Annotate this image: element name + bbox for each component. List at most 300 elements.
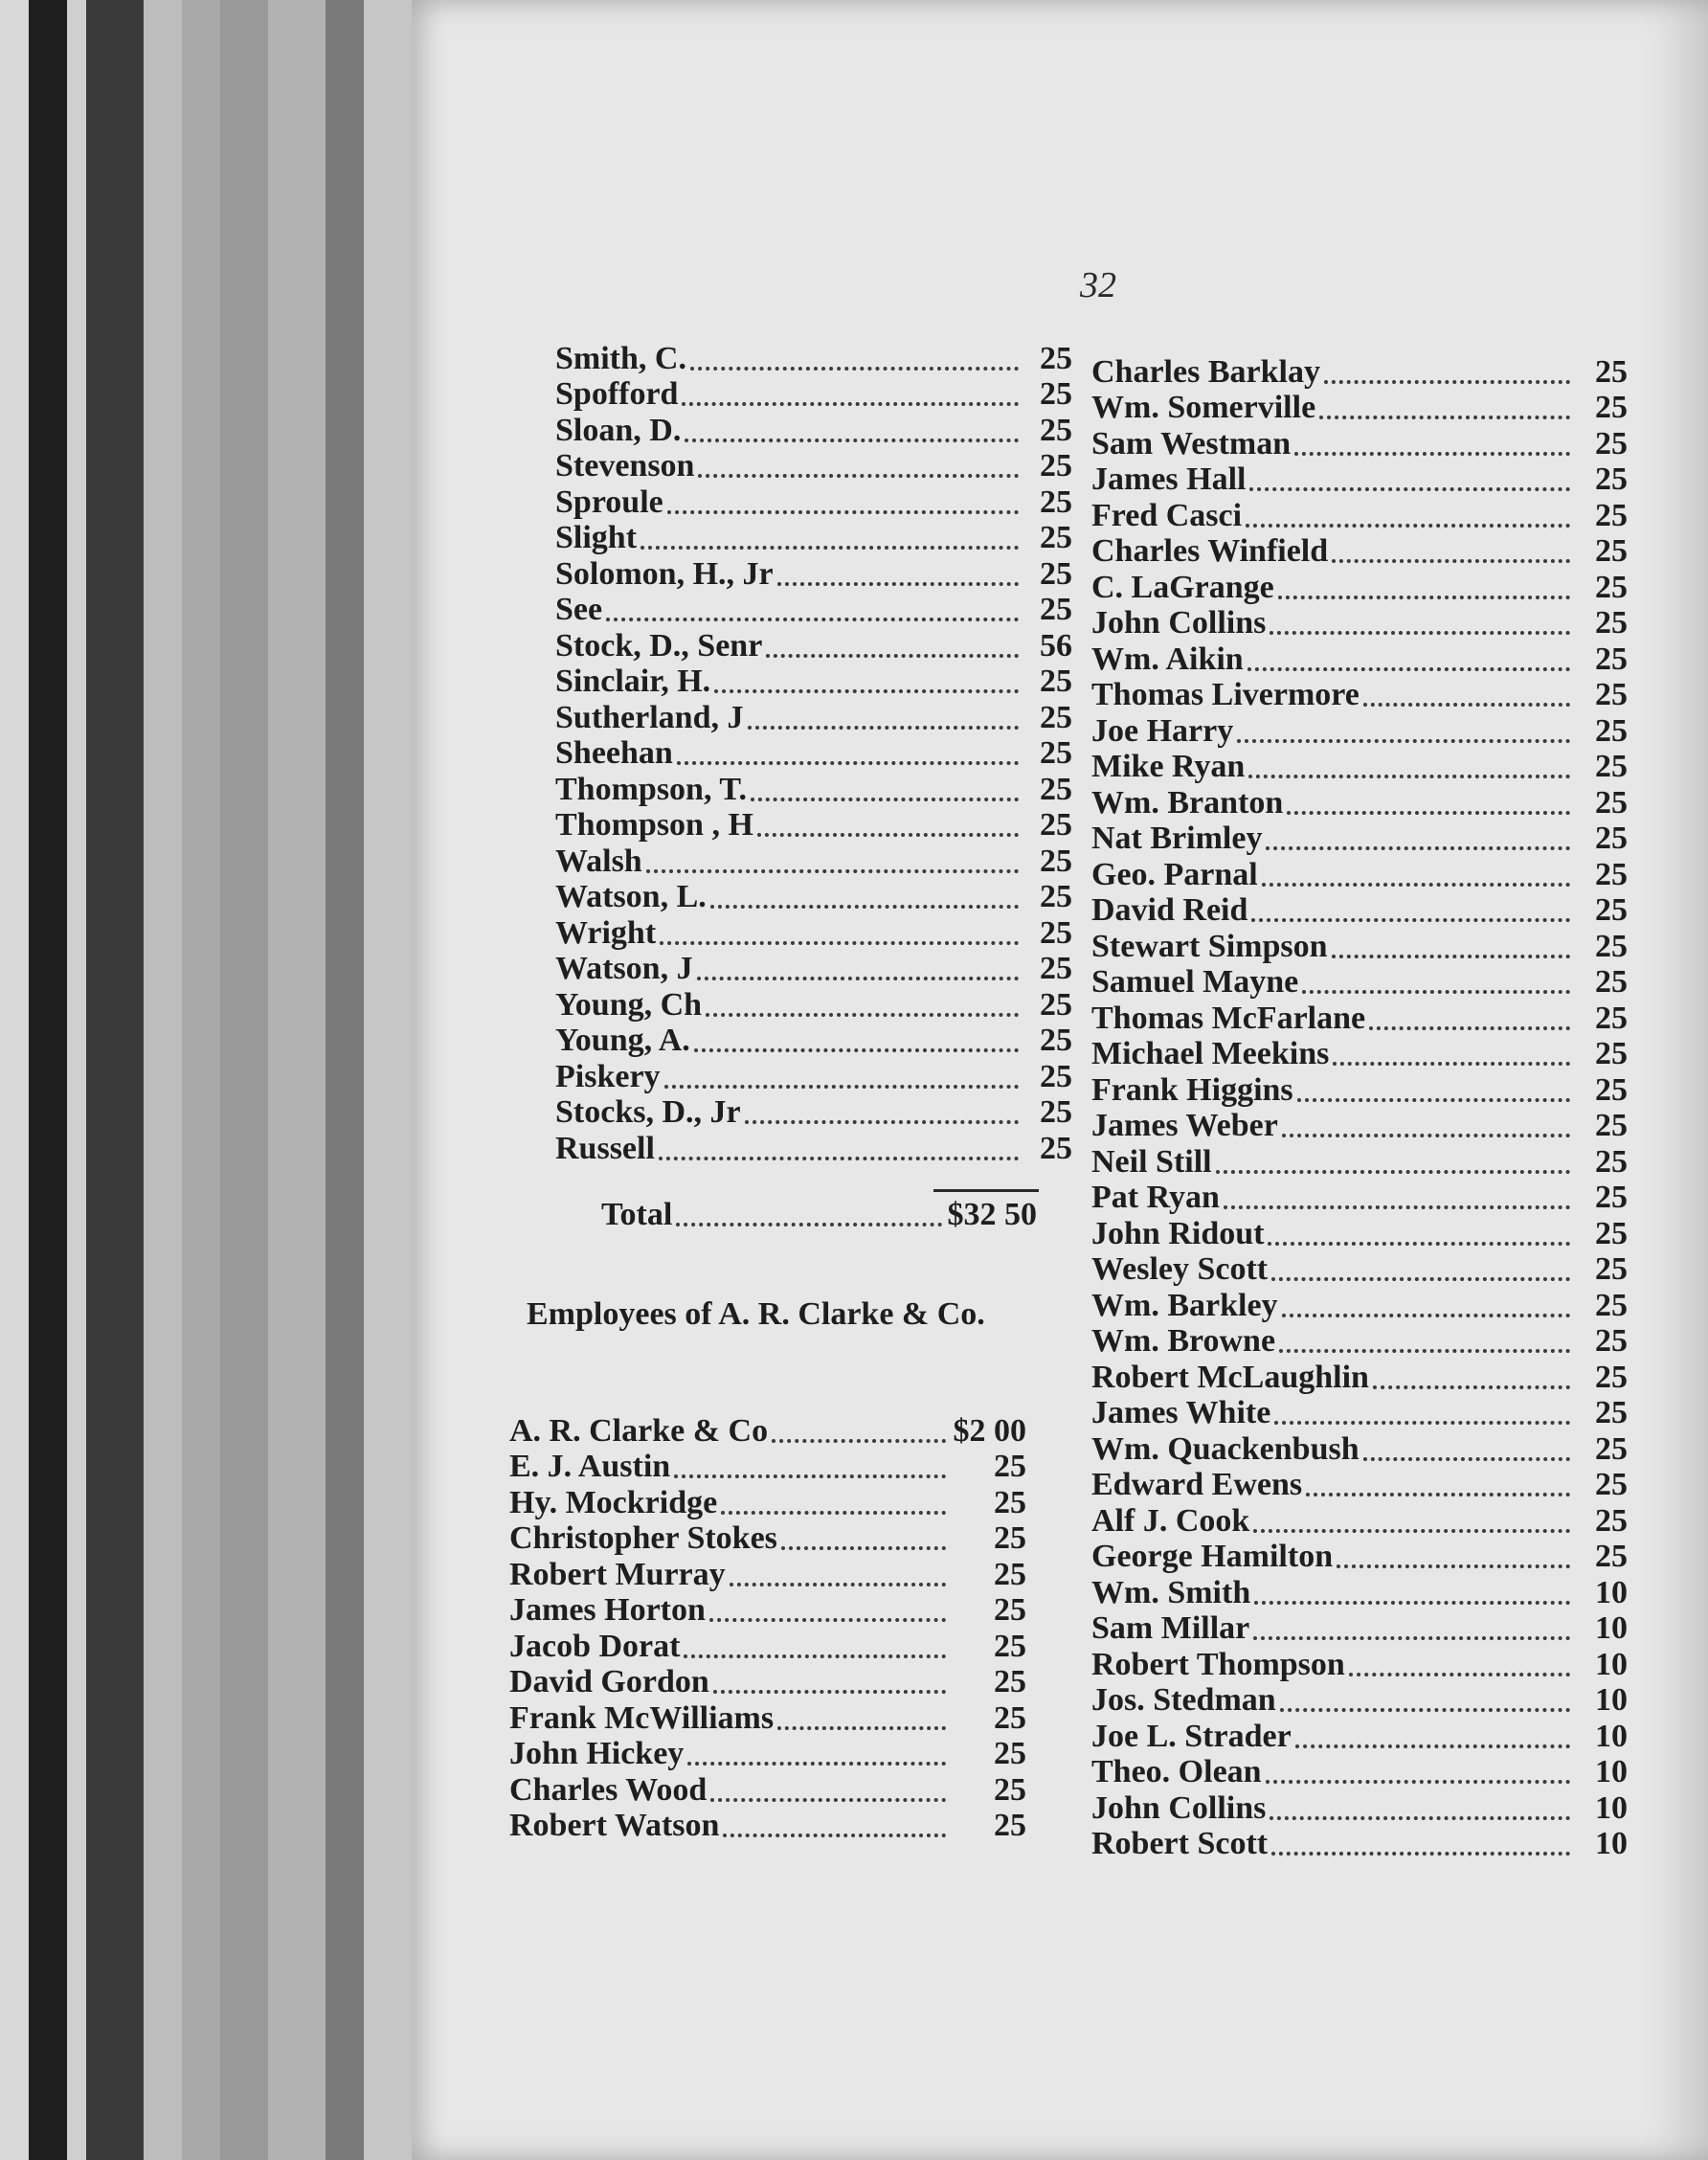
list-row bbox=[555, 915, 1072, 952]
entry-name: Sutherland, J bbox=[555, 699, 744, 735]
leader-dots bbox=[676, 1223, 941, 1226]
leader-dots bbox=[1363, 1457, 1570, 1461]
list-row bbox=[1091, 1790, 1628, 1827]
leader-dots bbox=[714, 689, 1019, 693]
list-row bbox=[555, 772, 1072, 808]
entry-name: Young, Ch bbox=[555, 986, 703, 1023]
employees-heading: Employees of A. R. Clarke & Co. bbox=[527, 1296, 985, 1332]
entry-name: Edward Ewens bbox=[1091, 1467, 1303, 1502]
entry-name: Sheehan bbox=[555, 735, 673, 771]
entry-name: Jos. Stedman bbox=[1091, 1682, 1276, 1718]
entry-amount: 25 bbox=[994, 1771, 1026, 1808]
entry-name: Sproule bbox=[555, 484, 663, 520]
entry-amount: 25 bbox=[1040, 412, 1072, 448]
leader-dots bbox=[710, 905, 1019, 909]
entry-amount: 10 bbox=[1595, 1610, 1628, 1646]
list-row bbox=[509, 1629, 1026, 1665]
entry-amount: 10 bbox=[1595, 1718, 1628, 1754]
list-row bbox=[1091, 893, 1628, 930]
entry-amount: 25 bbox=[1595, 821, 1628, 856]
leader-dots bbox=[660, 941, 1019, 945]
entry-amount: 10 bbox=[1595, 1826, 1628, 1861]
entry-name: Russell bbox=[555, 1130, 655, 1166]
entry-name: Joe L. Strader bbox=[1091, 1718, 1292, 1754]
entry-name: Robert McLaughlin bbox=[1091, 1359, 1369, 1395]
page-edge bbox=[326, 0, 364, 2160]
entry-amount: 25 bbox=[1595, 353, 1628, 390]
page-edge bbox=[86, 0, 144, 2160]
leader-dots bbox=[690, 367, 1019, 371]
entry-amount: 25 bbox=[1595, 533, 1628, 569]
entry-name: Wm. Browne bbox=[1091, 1323, 1276, 1359]
leader-dots bbox=[1280, 1708, 1570, 1712]
leader-dots bbox=[781, 1546, 946, 1550]
entry-amount: 25 bbox=[1595, 1502, 1628, 1539]
entry-amount: 25 bbox=[1595, 928, 1628, 964]
leader-dots bbox=[1295, 1744, 1570, 1748]
list-row bbox=[1091, 785, 1628, 821]
leader-dots bbox=[1282, 1314, 1570, 1317]
entry-amount: 25 bbox=[1040, 592, 1072, 627]
leader-dots bbox=[1332, 955, 1570, 958]
leader-dots bbox=[1324, 380, 1570, 384]
entry-name: Stewart Simpson bbox=[1091, 928, 1328, 964]
entry-name: Wm. Branton bbox=[1091, 784, 1284, 821]
employees-list bbox=[509, 1413, 1026, 1844]
entry-amount: 25 bbox=[1595, 497, 1628, 533]
leader-dots bbox=[709, 1618, 946, 1622]
list-row bbox=[555, 1095, 1072, 1132]
leader-dots bbox=[772, 1439, 946, 1443]
entry-amount: 25 bbox=[1040, 951, 1072, 986]
list-row bbox=[1091, 1503, 1628, 1540]
total-label: Total bbox=[601, 1197, 673, 1232]
entry-amount: 25 bbox=[1595, 964, 1628, 1000]
list-row bbox=[509, 1772, 1026, 1809]
entry-amount: 25 bbox=[1040, 376, 1072, 412]
entry-name: John Hickey bbox=[509, 1736, 685, 1771]
entry-amount: 25 bbox=[1595, 1180, 1628, 1215]
page-edge bbox=[220, 0, 268, 2160]
entry-amount: 25 bbox=[1595, 1287, 1628, 1323]
left-list bbox=[555, 341, 1072, 1167]
entry-amount: 10 bbox=[1595, 1754, 1628, 1789]
entry-amount: 25 bbox=[1595, 784, 1628, 821]
leader-dots bbox=[1363, 703, 1570, 707]
entry-amount: 25 bbox=[1595, 1036, 1628, 1071]
leader-dots bbox=[766, 654, 1019, 658]
leader-dots bbox=[1268, 1242, 1570, 1246]
entry-amount: 25 bbox=[994, 1592, 1026, 1628]
list-row bbox=[1091, 1468, 1628, 1504]
list-row bbox=[555, 628, 1072, 664]
list-row bbox=[555, 377, 1072, 414]
list-row bbox=[555, 593, 1072, 629]
entry-name: Michael Meekins bbox=[1091, 1036, 1330, 1071]
list-row bbox=[1091, 1109, 1628, 1145]
list-row bbox=[555, 987, 1072, 1024]
entry-amount: 25 bbox=[994, 1808, 1026, 1843]
list-row bbox=[509, 1809, 1026, 1845]
list-row bbox=[1091, 1360, 1628, 1396]
leader-dots bbox=[640, 546, 1019, 550]
entry-amount: 25 bbox=[1595, 892, 1628, 928]
entry-name: Robert Watson bbox=[509, 1808, 720, 1843]
leader-dots bbox=[1270, 1816, 1570, 1820]
entry-amount: 25 bbox=[1595, 1359, 1628, 1395]
leader-dots bbox=[1251, 918, 1570, 922]
page-edge bbox=[0, 0, 29, 2160]
list-row bbox=[1091, 1144, 1628, 1181]
entry-name: C. LaGrange bbox=[1091, 569, 1274, 605]
list-row bbox=[1091, 1431, 1628, 1468]
entry-amount: 25 bbox=[1595, 1323, 1628, 1359]
list-row bbox=[509, 1413, 1026, 1450]
entry-name: Sam Millar bbox=[1091, 1610, 1250, 1646]
list-row bbox=[509, 1557, 1026, 1593]
list-row bbox=[1091, 1719, 1628, 1755]
entry-amount: 25 bbox=[1595, 1108, 1628, 1143]
leader-dots bbox=[1294, 452, 1570, 456]
list-row bbox=[555, 952, 1072, 988]
entry-name: Wesley Scott bbox=[1091, 1251, 1269, 1287]
leader-dots bbox=[698, 474, 1019, 478]
entry-amount: 25 bbox=[1595, 1467, 1628, 1502]
entry-amount: 25 bbox=[1040, 1094, 1072, 1130]
entry-amount: 25 bbox=[994, 1556, 1026, 1592]
list-row bbox=[1091, 498, 1628, 534]
entry-name: Christopher Stokes bbox=[509, 1520, 777, 1556]
list-row bbox=[1091, 1396, 1628, 1432]
entry-amount: $2 00 bbox=[953, 1412, 1026, 1449]
leader-dots bbox=[659, 1157, 1019, 1160]
list-row bbox=[555, 844, 1072, 880]
page-edge bbox=[268, 0, 326, 2160]
leader-dots bbox=[1266, 846, 1570, 850]
entry-name: Fred Casci bbox=[1091, 497, 1243, 533]
entry-amount: 25 bbox=[994, 1699, 1026, 1736]
leader-dots bbox=[664, 1085, 1019, 1089]
list-row bbox=[1091, 750, 1628, 786]
leader-dots bbox=[694, 1048, 1019, 1052]
entry-amount: 25 bbox=[1595, 569, 1628, 605]
entry-name: Joe Harry bbox=[1091, 712, 1234, 749]
leader-dots bbox=[1369, 1026, 1570, 1030]
leader-dots bbox=[682, 402, 1019, 406]
leader-dots bbox=[1332, 559, 1570, 563]
leader-dots bbox=[674, 1474, 946, 1478]
entry-amount: 25 bbox=[1040, 1130, 1072, 1166]
list-row bbox=[555, 449, 1072, 485]
entry-name: James Weber bbox=[1091, 1108, 1278, 1143]
entry-amount: 25 bbox=[1595, 1430, 1628, 1467]
entry-amount: 25 bbox=[1595, 856, 1628, 892]
entry-amount: 25 bbox=[1040, 484, 1072, 520]
entry-amount: 25 bbox=[1040, 520, 1072, 555]
entry-amount: 25 bbox=[994, 1449, 1026, 1484]
entry-name: Thompson , H bbox=[555, 807, 753, 843]
entry-name: Nat Brimley bbox=[1091, 821, 1263, 856]
leader-dots bbox=[1249, 487, 1570, 491]
entry-name: Walsh bbox=[555, 843, 642, 879]
leader-dots bbox=[1337, 1564, 1570, 1568]
leader-dots bbox=[697, 977, 1019, 980]
list-row bbox=[1091, 1216, 1628, 1252]
leader-dots bbox=[730, 1583, 946, 1586]
entry-amount: 25 bbox=[1595, 1071, 1628, 1108]
entry-amount: 25 bbox=[1040, 448, 1072, 484]
list-row bbox=[1091, 713, 1628, 750]
leader-dots bbox=[606, 618, 1019, 621]
entry-amount: 25 bbox=[1040, 914, 1072, 951]
leader-dots bbox=[1373, 1385, 1570, 1389]
leader-dots bbox=[1266, 1780, 1570, 1784]
entry-name: Jacob Dorat bbox=[509, 1628, 681, 1664]
right-list bbox=[1091, 354, 1628, 1862]
entry-name: Slight bbox=[555, 520, 638, 555]
list-row bbox=[1091, 1252, 1628, 1289]
leader-dots bbox=[1287, 811, 1570, 815]
leader-dots bbox=[1349, 1673, 1570, 1676]
entry-amount: 25 bbox=[1040, 879, 1072, 914]
entry-name: Sinclair, H. bbox=[555, 664, 711, 699]
entry-amount: 25 bbox=[1040, 843, 1072, 879]
entry-name: Frank McWilliams bbox=[509, 1699, 775, 1736]
page-number: 32 bbox=[1080, 265, 1116, 305]
entry-amount: 25 bbox=[1595, 749, 1628, 784]
entry-amount: 25 bbox=[994, 1520, 1026, 1556]
list-row bbox=[1091, 1611, 1628, 1648]
entry-amount: 25 bbox=[1040, 735, 1072, 771]
entry-amount: 25 bbox=[1595, 605, 1628, 641]
entry-amount: 25 bbox=[1595, 1251, 1628, 1287]
entry-name: A. R. Clarke & Co bbox=[509, 1412, 769, 1449]
entry-name: John Ridout bbox=[1091, 1215, 1265, 1251]
list-row bbox=[1091, 534, 1628, 571]
entry-name: Neil Still bbox=[1091, 1143, 1212, 1180]
list-row bbox=[555, 700, 1072, 736]
entry-name: Wm. Barkley bbox=[1091, 1287, 1278, 1323]
page-edge bbox=[29, 0, 67, 2160]
entry-name: Alf J. Cook bbox=[1091, 1502, 1250, 1539]
entry-name: Young, A. bbox=[555, 1023, 690, 1058]
list-row bbox=[1091, 1072, 1628, 1109]
list-row bbox=[1091, 1037, 1628, 1073]
leader-dots bbox=[1248, 775, 1570, 778]
list-row bbox=[1091, 1288, 1628, 1324]
list-row bbox=[1091, 1683, 1628, 1720]
list-row bbox=[1091, 1181, 1628, 1217]
entry-name: Thomas Livermore bbox=[1091, 677, 1360, 712]
entry-name: Wm. Smith bbox=[1091, 1574, 1251, 1610]
leader-dots bbox=[1333, 1062, 1570, 1066]
list-row bbox=[1091, 821, 1628, 858]
leader-dots bbox=[685, 439, 1019, 442]
list-row bbox=[1091, 462, 1628, 499]
leader-dots bbox=[1246, 524, 1570, 528]
list-row bbox=[509, 1737, 1026, 1773]
list-row bbox=[555, 736, 1072, 773]
entry-name: John Collins bbox=[1091, 605, 1267, 641]
entry-amount: 25 bbox=[994, 1736, 1026, 1771]
leader-dots bbox=[723, 1834, 946, 1837]
list-row bbox=[1091, 354, 1628, 391]
leader-dots bbox=[1254, 1601, 1570, 1605]
list-row bbox=[555, 341, 1072, 377]
page-edge bbox=[67, 0, 86, 2160]
entry-name: Stevenson bbox=[555, 448, 695, 484]
entry-name: Sam Westman bbox=[1091, 425, 1292, 461]
list-row bbox=[1091, 678, 1628, 714]
leader-dots bbox=[1271, 1852, 1570, 1856]
entry-amount: 25 bbox=[1040, 555, 1072, 592]
entry-amount: 25 bbox=[1595, 461, 1628, 497]
leader-dots bbox=[1253, 1636, 1570, 1640]
list-row bbox=[509, 1485, 1026, 1521]
list-row bbox=[1091, 929, 1628, 965]
leader-dots bbox=[751, 798, 1019, 801]
list-row bbox=[509, 1450, 1026, 1486]
leader-dots bbox=[684, 1654, 946, 1658]
entry-amount: 10 bbox=[1595, 1682, 1628, 1718]
entry-amount: 25 bbox=[1595, 712, 1628, 749]
leader-dots bbox=[710, 1798, 946, 1802]
entry-amount: 25 bbox=[1595, 1539, 1628, 1574]
list-row bbox=[509, 1700, 1026, 1737]
leader-dots bbox=[713, 1690, 946, 1694]
entry-name: Stocks, D., Jr bbox=[555, 1094, 741, 1130]
entry-name: Solomon, H., Jr bbox=[555, 555, 774, 592]
entry-amount: 25 bbox=[1595, 1215, 1628, 1251]
leader-dots bbox=[1274, 1421, 1570, 1425]
entry-amount: 25 bbox=[1040, 664, 1072, 699]
list-row bbox=[555, 664, 1072, 701]
page-edge bbox=[144, 0, 182, 2160]
list-row bbox=[1091, 1827, 1628, 1863]
list-row bbox=[1091, 1755, 1628, 1791]
entry-name: John Collins bbox=[1091, 1789, 1267, 1826]
list-row bbox=[555, 880, 1072, 916]
leader-dots bbox=[757, 833, 1019, 837]
leader-dots bbox=[1237, 739, 1570, 743]
entry-amount: 10 bbox=[1595, 1789, 1628, 1826]
leader-dots bbox=[1297, 1098, 1570, 1102]
entry-name: Charles Barklay bbox=[1091, 353, 1320, 390]
page-edge bbox=[364, 0, 412, 2160]
leader-dots bbox=[1224, 1205, 1570, 1209]
entry-name: Robert Thompson bbox=[1091, 1646, 1345, 1682]
leader-dots bbox=[706, 1013, 1019, 1017]
list-row bbox=[555, 556, 1072, 593]
list-row bbox=[555, 484, 1072, 521]
entry-name: Charles Wood bbox=[509, 1771, 708, 1808]
entry-name: James Horton bbox=[509, 1592, 706, 1628]
entry-amount: 25 bbox=[1040, 986, 1072, 1023]
entry-amount: 25 bbox=[1040, 771, 1072, 807]
list-row bbox=[1091, 1647, 1628, 1683]
entry-name: Charles Winfield bbox=[1091, 533, 1329, 569]
leader-dots bbox=[745, 1120, 1019, 1124]
entry-amount: 25 bbox=[1040, 807, 1072, 843]
entry-name: Thompson, T. bbox=[555, 771, 747, 807]
entry-name: Wm. Aikin bbox=[1091, 641, 1244, 677]
leader-dots bbox=[1319, 416, 1570, 419]
entry-name: Geo. Parnal bbox=[1091, 856, 1258, 892]
list-row bbox=[509, 1521, 1026, 1558]
entry-name: Spofford bbox=[555, 376, 679, 412]
leader-dots bbox=[1302, 990, 1570, 994]
entry-amount: 10 bbox=[1595, 1574, 1628, 1610]
list-row bbox=[1091, 1540, 1628, 1576]
leader-dots bbox=[687, 1762, 946, 1766]
total-amount: $32 50 bbox=[947, 1197, 1037, 1232]
entry-name: George Hamilton bbox=[1091, 1539, 1334, 1574]
leader-dots bbox=[777, 582, 1019, 586]
entry-amount: 25 bbox=[1595, 1395, 1628, 1430]
page-edge bbox=[182, 0, 220, 2160]
leader-dots bbox=[1279, 1349, 1570, 1353]
list-row bbox=[509, 1665, 1026, 1701]
entry-name: Hy. Mockridge bbox=[509, 1484, 718, 1520]
entry-amount: 25 bbox=[1595, 1143, 1628, 1180]
entry-name: Wm. Quackenbush bbox=[1091, 1430, 1360, 1467]
entry-amount: 25 bbox=[1040, 340, 1072, 376]
list-row bbox=[555, 808, 1072, 844]
entry-name: Robert Scott bbox=[1091, 1826, 1269, 1861]
list-row bbox=[555, 1059, 1072, 1095]
entry-name: Pat Ryan bbox=[1091, 1180, 1220, 1215]
list-row bbox=[1091, 1001, 1628, 1037]
list-row bbox=[1091, 570, 1628, 606]
list-row bbox=[1091, 965, 1628, 1001]
leader-dots bbox=[748, 726, 1020, 730]
entry-name: Wm. Somerville bbox=[1091, 390, 1316, 425]
leader-dots bbox=[1306, 1493, 1570, 1496]
entry-amount: 25 bbox=[1595, 677, 1628, 712]
leader-dots bbox=[1247, 667, 1570, 671]
entry-name: David Reid bbox=[1091, 892, 1248, 928]
entry-amount: 25 bbox=[1595, 641, 1628, 677]
entry-name: Watson, J bbox=[555, 951, 693, 986]
list-row bbox=[1091, 857, 1628, 893]
entry-name: Piskery bbox=[555, 1058, 661, 1094]
entry-name: James White bbox=[1091, 1395, 1271, 1430]
leader-dots bbox=[677, 761, 1019, 765]
list-row bbox=[1091, 1324, 1628, 1361]
entry-amount: 25 bbox=[994, 1628, 1026, 1664]
entry-name: E. J. Austin bbox=[509, 1449, 671, 1484]
entry-amount: 10 bbox=[1595, 1646, 1628, 1682]
entry-amount: 25 bbox=[1595, 390, 1628, 425]
entry-name: James Hall bbox=[1091, 461, 1247, 497]
leader-dots bbox=[1282, 1134, 1570, 1137]
entry-name: Wright bbox=[555, 914, 657, 951]
entry-name: Watson, L. bbox=[555, 879, 707, 914]
entry-amount: 25 bbox=[1040, 699, 1072, 735]
entry-name: Sloan, D. bbox=[555, 412, 682, 448]
list-row bbox=[509, 1593, 1026, 1630]
entry-name: Thomas McFarlane bbox=[1091, 1000, 1366, 1036]
leader-dots bbox=[646, 869, 1019, 873]
total-rule bbox=[933, 1189, 1039, 1192]
entry-name: Stock, D., Senr bbox=[555, 627, 763, 664]
entry-amount: 56 bbox=[1040, 627, 1072, 664]
entry-amount: 25 bbox=[1040, 1058, 1072, 1094]
list-row bbox=[1091, 1575, 1628, 1611]
list-row bbox=[1091, 641, 1628, 678]
list-row bbox=[555, 413, 1072, 449]
leader-dots bbox=[1278, 596, 1570, 599]
